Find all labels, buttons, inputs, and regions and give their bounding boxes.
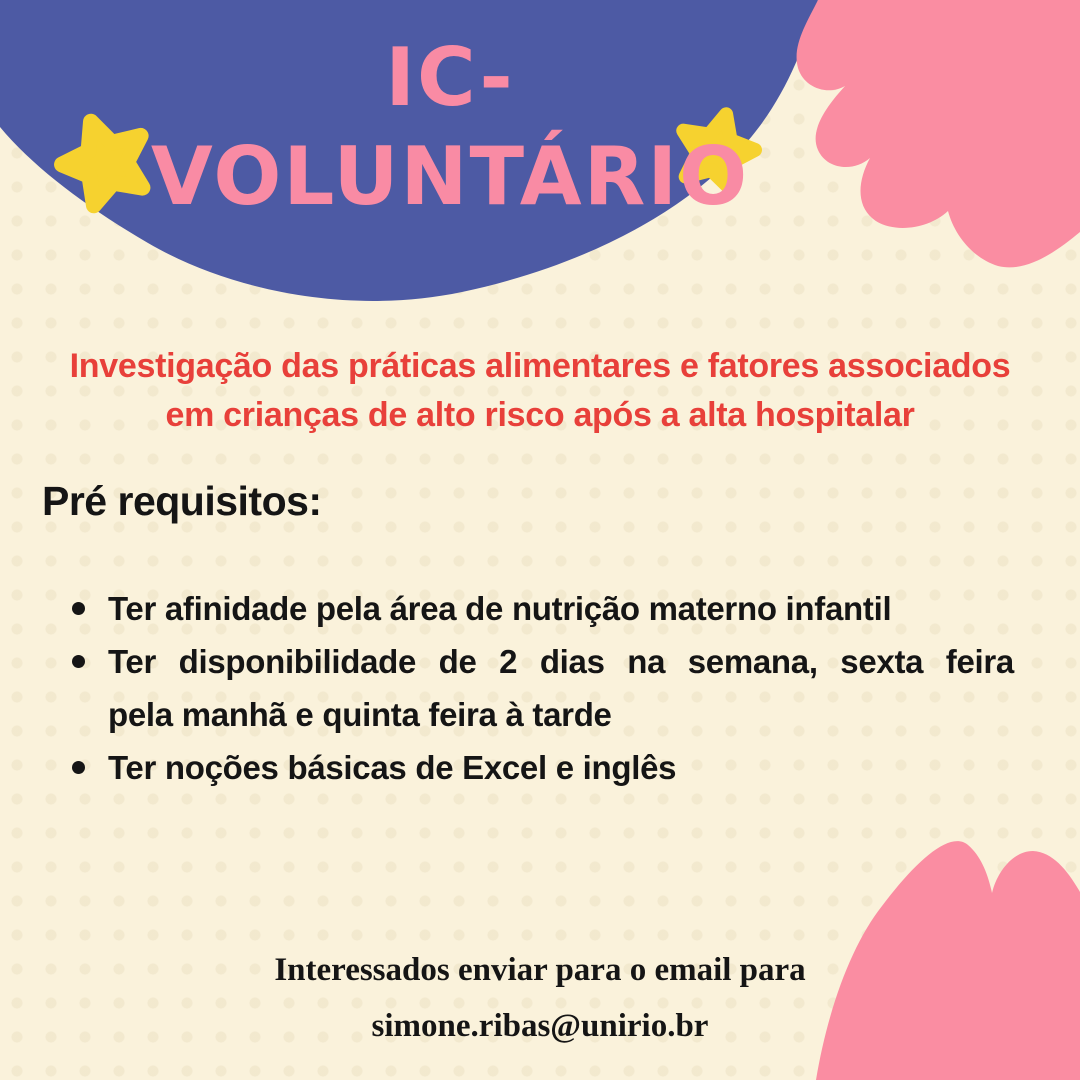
bullet-text-line: Ter noções básicas de Excel e inglês: [108, 749, 677, 786]
email-text: simone.ribas@unirio.br: [371, 1008, 709, 1044]
bullet-text-line: Ter disponibilidade de 2 dias na semana, sexta feira: [108, 643, 1014, 680]
list-item: [72, 741, 1012, 794]
title-line-2: VOLUNTÁRIO: [150, 130, 750, 223]
headline: [20, 342, 1060, 440]
bullet-text-line: pela manhã e quinta feira à tarde: [108, 696, 612, 733]
footer-note: [0, 942, 1080, 1054]
list-item: [72, 582, 1012, 635]
headline-line-1: Investigação das práticas alimentares e fatores associados: [69, 347, 1011, 385]
list-item: [72, 635, 1012, 741]
headline-line-2: em crianças de alto risco após a alta hospitalar: [165, 396, 915, 434]
footer-line: Interessados enviar para o email para: [274, 952, 806, 988]
bullet-text-line: Ter afinidade pela área de nutrição materno infantil: [108, 590, 892, 627]
page-title: [0, 28, 900, 226]
bullet-dot: [72, 761, 85, 774]
title-line-1: IC-: [385, 31, 515, 124]
requirements-heading: Pré requisitos:: [42, 478, 322, 524]
bullet-dot: [72, 602, 85, 615]
bullet-dot: [72, 655, 85, 668]
requirements-list: [72, 582, 1012, 794]
